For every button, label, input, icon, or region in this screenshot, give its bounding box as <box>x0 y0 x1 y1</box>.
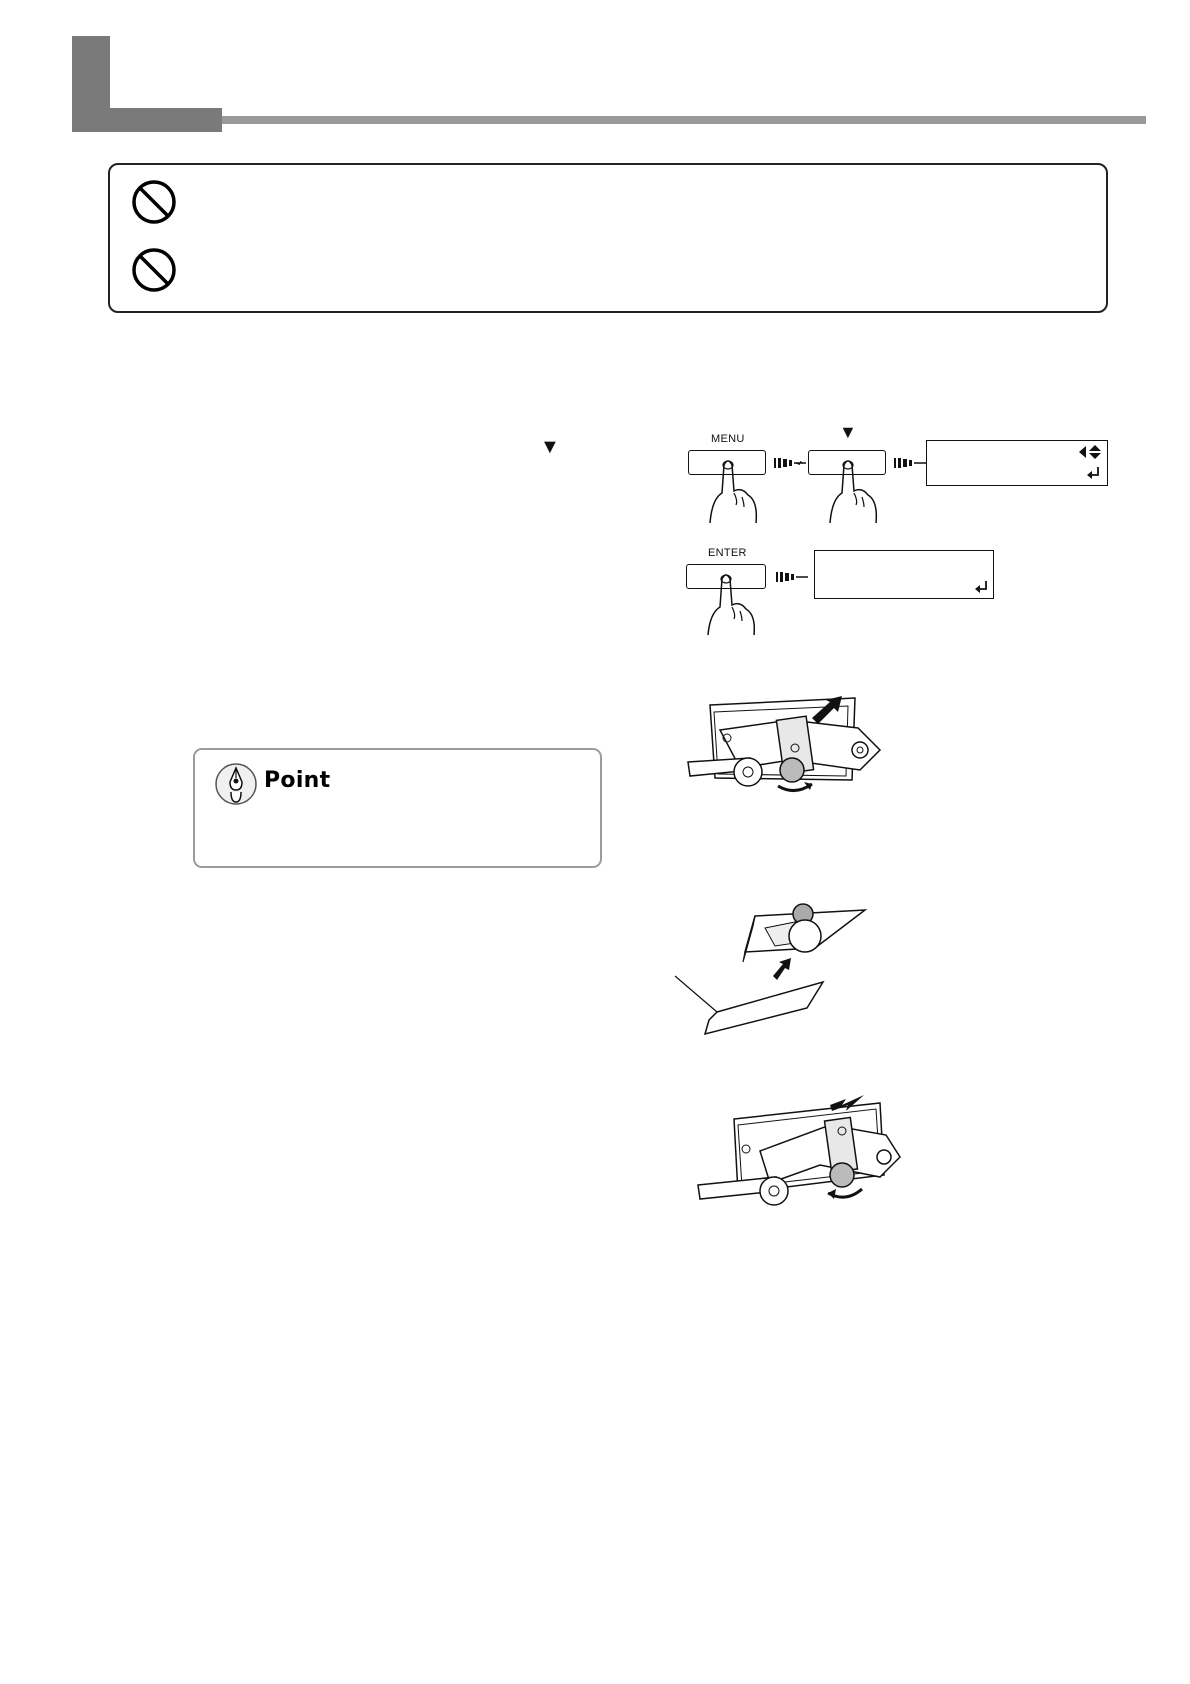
enter-key-label: ENTER <box>708 547 747 559</box>
point-title: Point <box>264 768 331 793</box>
lcd-display <box>814 550 994 599</box>
header-rule <box>222 116 1146 124</box>
step-arrow-icon <box>772 455 808 471</box>
menu-key-label: MENU <box>711 433 745 445</box>
enter-return-icon <box>1086 466 1102 480</box>
blade-replacement-illustration <box>665 900 875 1040</box>
prohibition-icon <box>130 178 178 226</box>
point-pen-icon <box>214 762 258 806</box>
header-accent-step <box>72 108 222 132</box>
enter-return-icon <box>974 580 990 594</box>
left-up-down-indicator-icon <box>1078 444 1104 460</box>
prohibition-icon <box>130 246 178 294</box>
step-arrow-icon <box>774 569 810 585</box>
finger-icon <box>700 455 764 523</box>
down-key-symbol: ▼ <box>839 422 857 442</box>
finger-icon <box>698 569 762 637</box>
warning-box <box>108 163 1108 313</box>
blade-tighten-illustration <box>690 1085 910 1210</box>
step-arrow-icon <box>892 455 928 471</box>
finger-icon <box>820 455 884 523</box>
separating-knife-illustration <box>680 690 900 800</box>
down-arrow-symbol: ▼ <box>540 436 560 458</box>
